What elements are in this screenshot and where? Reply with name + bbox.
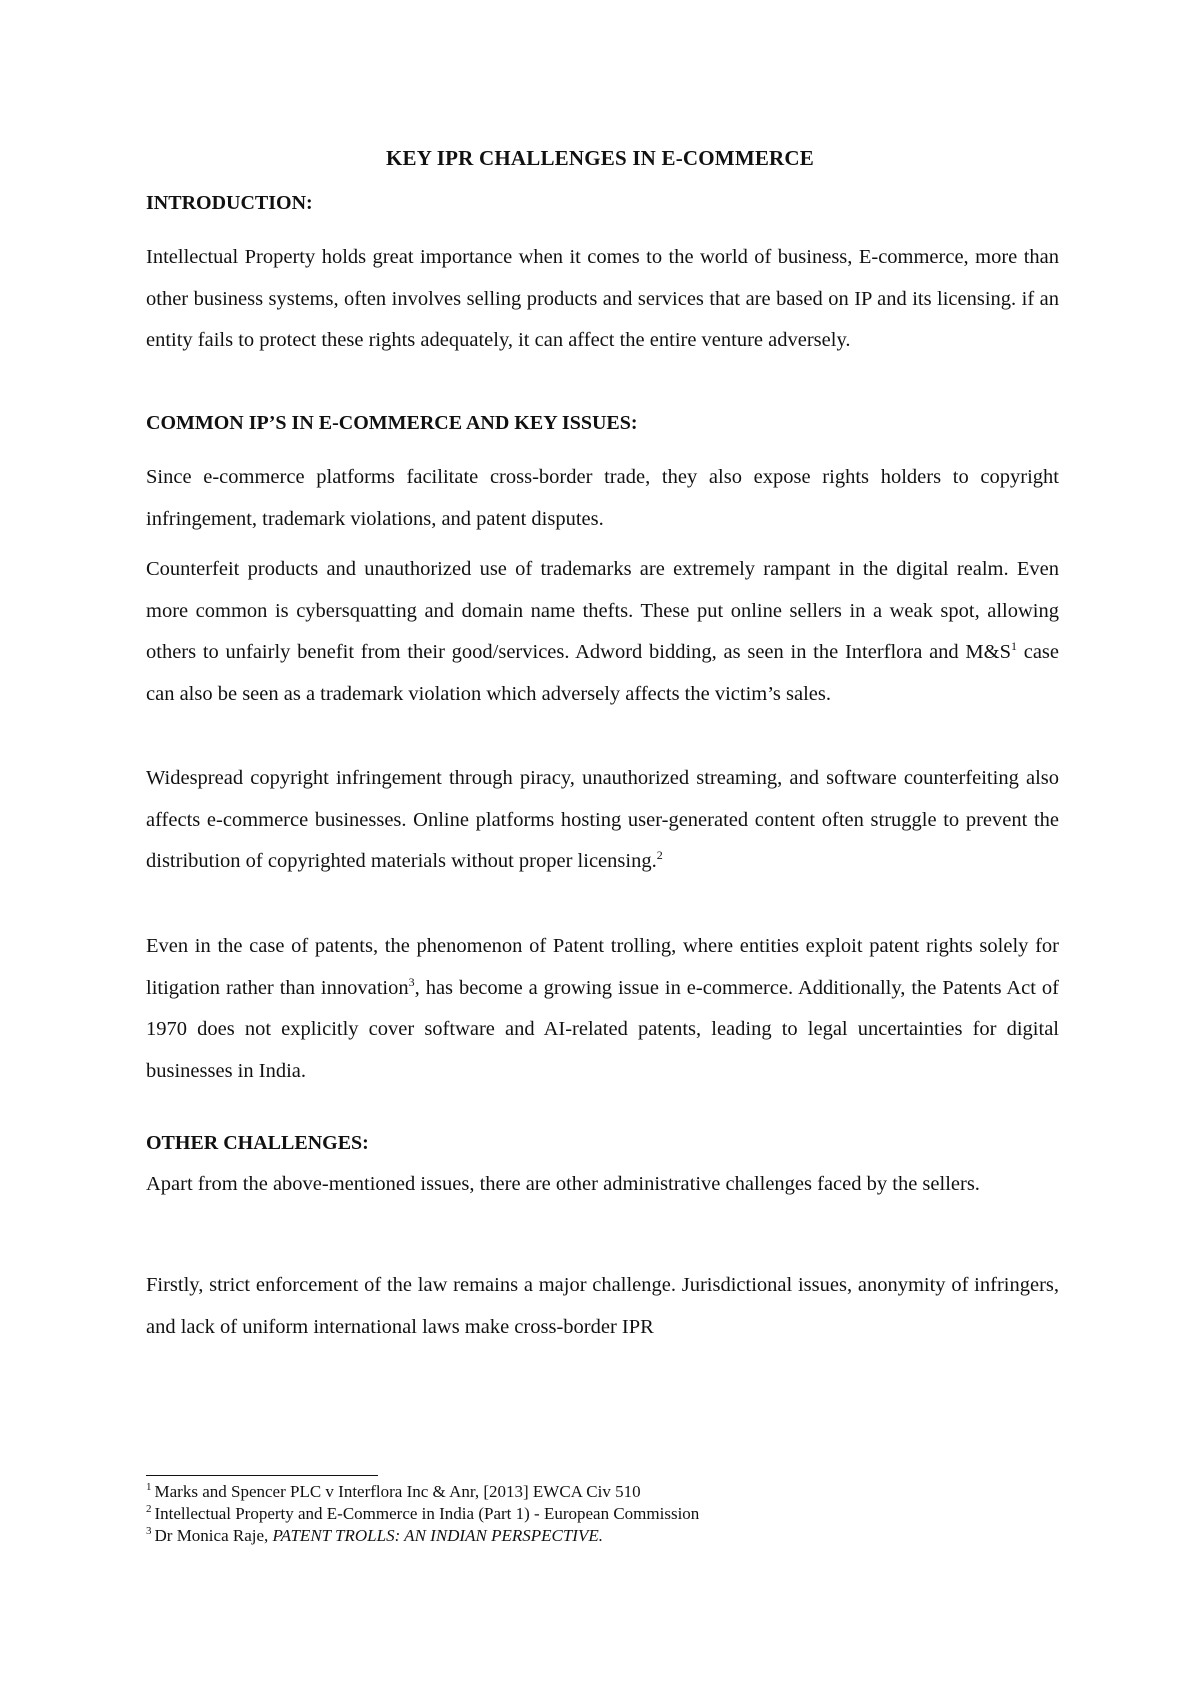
paragraph-copyright xyxy=(146,758,1059,883)
paragraph-patents xyxy=(146,926,1059,1092)
paragraph-counterfeit xyxy=(146,549,1059,715)
footnote-2-text: Intellectual Property and E-Commerce in India (Part 1) - European Commission xyxy=(154,1504,700,1523)
footnote-1-number: 1 xyxy=(146,1481,152,1494)
section-heading-other-challenges: OTHER CHALLENGES: xyxy=(146,1132,369,1154)
document-title: KEY IPR CHALLENGES IN E-COMMERCE xyxy=(386,146,814,170)
paragraph-patents-part2: , has become a growing issue in e-commerce. Additionally, the Patents Act of 1970 does not explicitly cover software and AI-related patents, leading to legal uncertainties for digital businesses in India. xyxy=(146,976,1059,1082)
footnote-ref-2: 2 xyxy=(656,848,663,863)
paragraph-counterfeit-part1: Counterfeit products and unauthorized use of trademarks are extremely rampant in the digital realm. Even more common is cybersquatting and domain name thefts. These put online sellers in a weak spot, allowing others to unfairly benefit from their good/services. Adword bidding, as seen in the Interflora and M&S xyxy=(146,558,1059,663)
paragraph-introduction: Intellectual Property holds great importance when it comes to the world of business, E-commerce, more than other business systems, often involves selling products and services that are based on IP and its licensing. if an entity fails to protect these rights adequately, it can affect the entire venture adversely. xyxy=(146,246,1059,351)
footnote-1 xyxy=(146,1481,641,1503)
section-heading-common-ips: COMMON IP’S IN E-COMMERCE AND KEY ISSUES: xyxy=(146,412,638,434)
paragraph-patents-part1: Even in the case of patents, the phenomenon of Patent trolling, where entities exploit patent rights solely for litigation rather than innovation xyxy=(146,935,1059,999)
footnote-3 xyxy=(146,1525,603,1547)
paragraph-enforcement: Firstly, strict enforcement of the law remains a major challenge. Jurisdictional issues, anonymity of infringers, and lack of uniform international laws make cross-border IPR xyxy=(146,1274,1059,1338)
paragraph-cross-border: Since e-commerce platforms facilitate cross-border trade, they also expose rights holders to copyright infringement, trademark violations, and patent disputes. xyxy=(146,466,1059,530)
footnote-3-text: Dr Monica Raje, xyxy=(154,1526,273,1545)
footnote-1-text: Marks and Spencer PLC v Interflora Inc & Anr, [2013] EWCA Civ 510 xyxy=(154,1482,641,1501)
section-heading-introduction: INTRODUCTION: xyxy=(146,192,313,214)
paragraph-administrative: Apart from the above-mentioned issues, there are other administrative challenges faced by the sellers. xyxy=(146,1173,980,1195)
footnote-3-number: 3 xyxy=(146,1525,152,1538)
footnote-ref-3: 3 xyxy=(408,974,415,989)
footnote-3-italic-title: PATENT TROLLS: AN INDIAN PERSPECTIVE. xyxy=(272,1526,603,1545)
footnote-2 xyxy=(146,1503,699,1525)
footnote-ref-1: 1 xyxy=(1010,639,1017,654)
paragraph-copyright-text: Widespread copyright infringement through piracy, unauthorized streaming, and software counterfeiting also affects e-commerce businesses. Online platforms hosting user-generated content often struggle to prevent the distribution of copyrighted materials without proper licensing. xyxy=(146,767,1059,872)
footnote-separator xyxy=(146,1475,378,1476)
paragraph-counterfeit-part2: case can also be seen as a trademark violation which adversely affects the victim’s sales. xyxy=(146,641,1059,705)
footnote-2-number: 2 xyxy=(146,1503,152,1516)
